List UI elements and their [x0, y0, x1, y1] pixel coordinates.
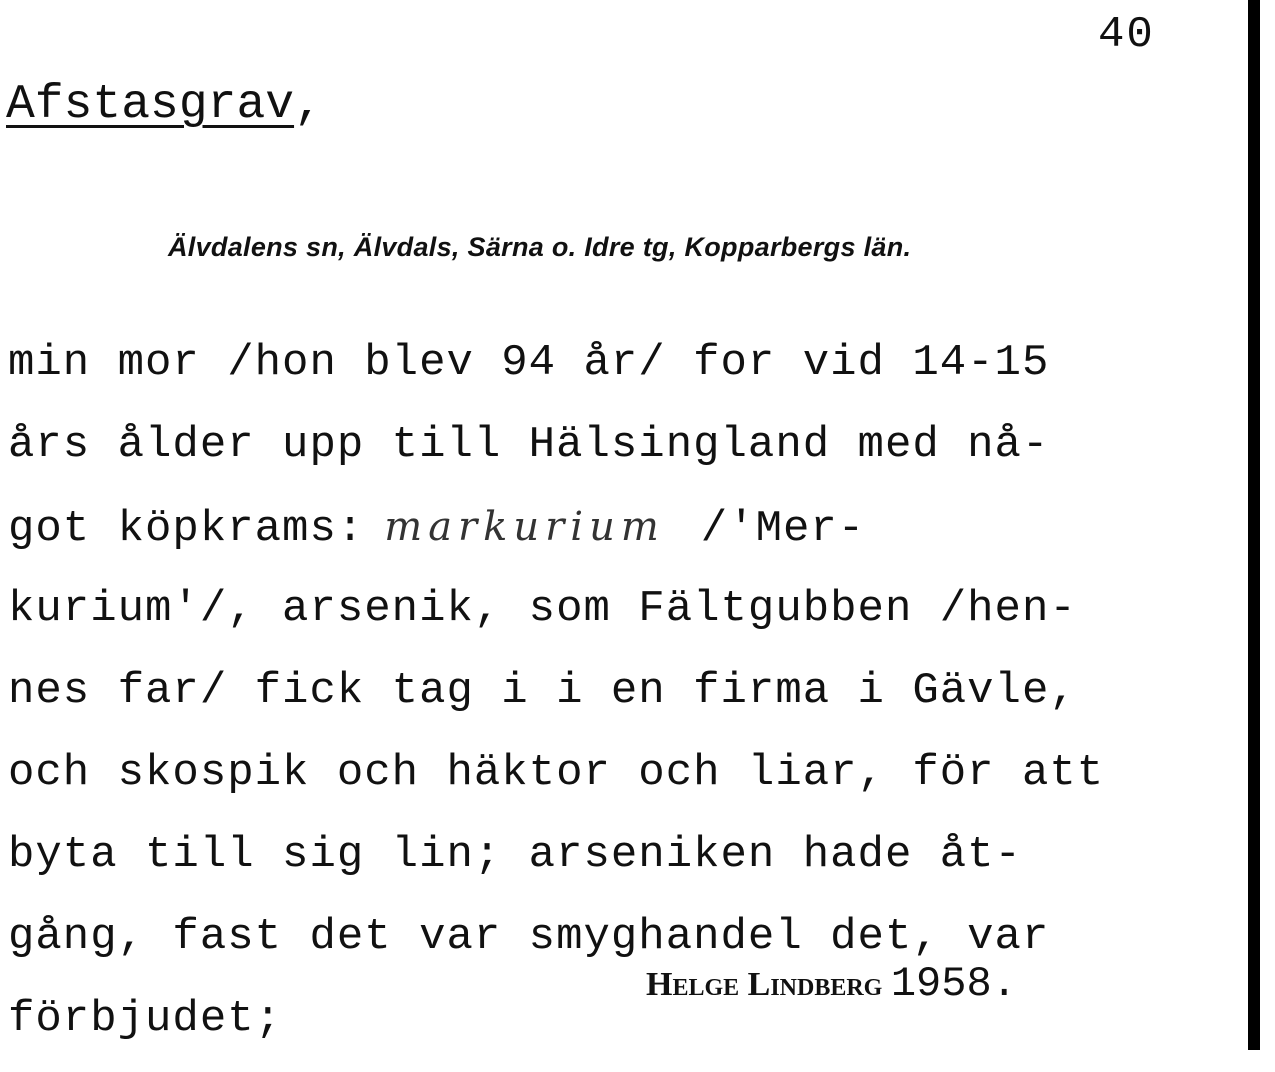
- signature-name: Helge Lindberg: [646, 966, 883, 1003]
- body-line-prefix: got köpkrams:: [8, 504, 365, 554]
- signature-year: 1958.: [890, 960, 1017, 1008]
- body-line: och skospik och häktor och liar, för att: [8, 748, 1105, 798]
- headword-punctuation: ,: [294, 78, 323, 132]
- headword-text: Afstasgrav: [6, 78, 295, 132]
- body-line: kurium'/, arsenik, som Fältgubben /hen-: [8, 584, 1077, 634]
- card-edge: [1248, 0, 1260, 1050]
- body-line: byta till sig lin; arseniken hade åt-: [8, 830, 1022, 880]
- handwritten-word: markurium: [384, 504, 665, 550]
- signature-stamp: [646, 960, 1017, 1008]
- body-text: [8, 334, 1258, 1072]
- body-line: gång, fast det var smyghandel det, var: [8, 912, 1050, 962]
- body-line: års ålder upp till Hälsingland med nå-: [8, 420, 1050, 470]
- body-line: förbjudet;: [8, 994, 283, 1044]
- headword: [6, 78, 323, 132]
- body-line-with-handwriting: [8, 498, 1258, 580]
- body-line: nes far/ fick tag i i en firma i Gävle,: [8, 666, 1077, 716]
- body-line: min mor /hon blev 94 år/ for vid 14-15: [8, 338, 1050, 388]
- location-stamp: Älvdalens sn, Älvdals, Särna o. Idre tg, Kopparbergs län.: [168, 232, 912, 262]
- page-number: 40: [1098, 10, 1155, 60]
- body-line-suffix: /'Mer-: [700, 504, 866, 554]
